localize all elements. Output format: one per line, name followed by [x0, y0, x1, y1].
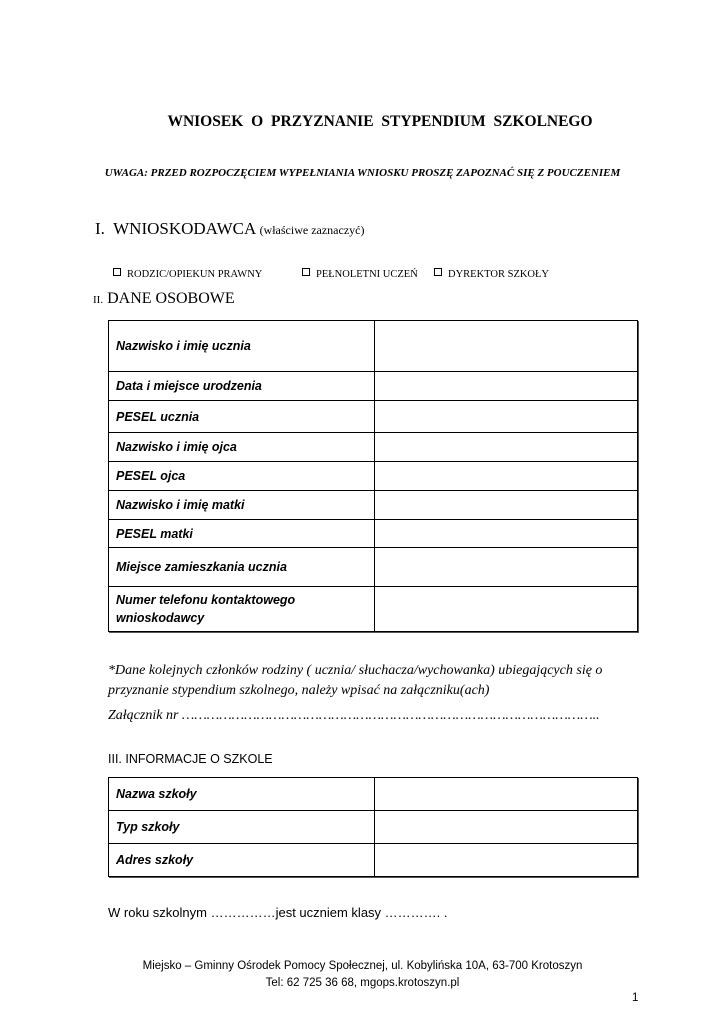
father-name-field[interactable]	[374, 433, 637, 462]
option-parent-label: RODZIC/OPIEKUN PRAWNY	[127, 269, 263, 280]
footer-contact: Tel: 62 725 36 68, mgops.krotoszyn.pl	[265, 977, 460, 989]
section-1-title: WNIOSKODAWCA	[113, 219, 256, 238]
table-row	[109, 433, 638, 462]
row-label: Adres szkoły	[109, 844, 375, 877]
table-row	[109, 321, 638, 372]
school-name-field[interactable]	[374, 778, 637, 811]
table-row	[109, 491, 638, 520]
row-label: Miejsce zamieszkania ucznia	[109, 548, 375, 587]
checkbox-icon[interactable]	[302, 268, 310, 276]
table-row	[109, 372, 638, 401]
applicant-phone-field[interactable]	[374, 587, 637, 632]
student-pesel-field[interactable]	[374, 401, 637, 433]
school-address-field[interactable]	[374, 844, 637, 877]
student-address-field[interactable]	[374, 548, 637, 587]
school-info-table	[108, 777, 638, 877]
personal-data-table	[108, 320, 638, 632]
table-row	[109, 811, 638, 844]
row-label: Nazwisko i imię ojca	[109, 433, 375, 462]
section-2-heading	[93, 290, 235, 308]
student-name-field[interactable]	[374, 321, 637, 372]
family-members-note: *Dane kolejnych członków rodziny ( ucznia/ słuchacza/wychowanka) ubiegających się o przyznanie stypendium szkolnego, należy wpisać na załączniku(ach)	[108, 663, 603, 698]
row-label: PESEL ojca	[109, 462, 375, 491]
school-type-field[interactable]	[374, 811, 637, 844]
section-1-heading	[95, 219, 365, 239]
row-label: Nazwisko i imię ucznia	[109, 321, 375, 372]
row-label: Data i miejsce urodzenia	[109, 372, 375, 401]
option-adult-student[interactable]	[302, 268, 418, 280]
table-row	[109, 462, 638, 491]
section-1-number: I.	[95, 219, 105, 238]
table-row	[109, 844, 638, 877]
option-school-director[interactable]	[434, 268, 549, 280]
row-label: Nazwisko i imię matki	[109, 491, 375, 520]
table-row	[109, 587, 638, 632]
father-pesel-field[interactable]	[374, 462, 637, 491]
mother-pesel-field[interactable]	[374, 520, 637, 548]
warning-note: UWAGA: PRZED ROZPOCZĘCIEM WYPEŁNIANIA WNIOSKU PROSZĘ ZAPOZNAĆ SIĘ Z POUCZENIEM	[104, 167, 621, 179]
option-parent[interactable]	[113, 268, 262, 280]
row-label: PESEL ucznia	[109, 401, 375, 433]
birth-date-place-field[interactable]	[374, 372, 637, 401]
section-3-heading: III. INFORMACJE O SZKOLE	[108, 752, 273, 766]
row-label: Nazwa szkoły	[109, 778, 375, 811]
table-row	[109, 548, 638, 587]
row-label: Numer telefonu kontaktowego wnioskodawcy	[109, 587, 375, 632]
footer-address: Miejsko – Gminny Ośrodek Pomocy Społecznej, ul. Kobylińska 10A, 63-700 Krotoszyn	[142, 960, 583, 972]
section-2-number: II.	[93, 294, 104, 306]
document-title: WNIOSEK O PRZYZNANIE STYPENDIUM SZKOLNEGO	[167, 113, 593, 130]
option-school-director-label: DYREKTOR SZKOŁY	[448, 269, 550, 280]
row-label: PESEL matki	[109, 520, 375, 548]
attachment-number-line[interactable]: Załącznik nr ………………………………………………………………………………………..	[108, 708, 600, 723]
row-label: Typ szkoły	[109, 811, 375, 844]
option-adult-student-label: PEŁNOLETNI UCZEŃ	[316, 269, 418, 280]
school-year-line[interactable]: W roku szkolnym ……………jest uczniem klasy …………. .	[108, 905, 448, 920]
section-2-title: DANE OSOBOWE	[107, 290, 235, 307]
table-row	[109, 778, 638, 811]
table-row	[109, 520, 638, 548]
section-1-hint: (właściwe zaznaczyć)	[259, 223, 365, 237]
footer	[0, 958, 725, 992]
checkbox-icon[interactable]	[434, 268, 442, 276]
table-row	[109, 401, 638, 433]
page-number: 1	[632, 992, 639, 1004]
mother-name-field[interactable]	[374, 491, 637, 520]
checkbox-icon[interactable]	[113, 268, 121, 276]
